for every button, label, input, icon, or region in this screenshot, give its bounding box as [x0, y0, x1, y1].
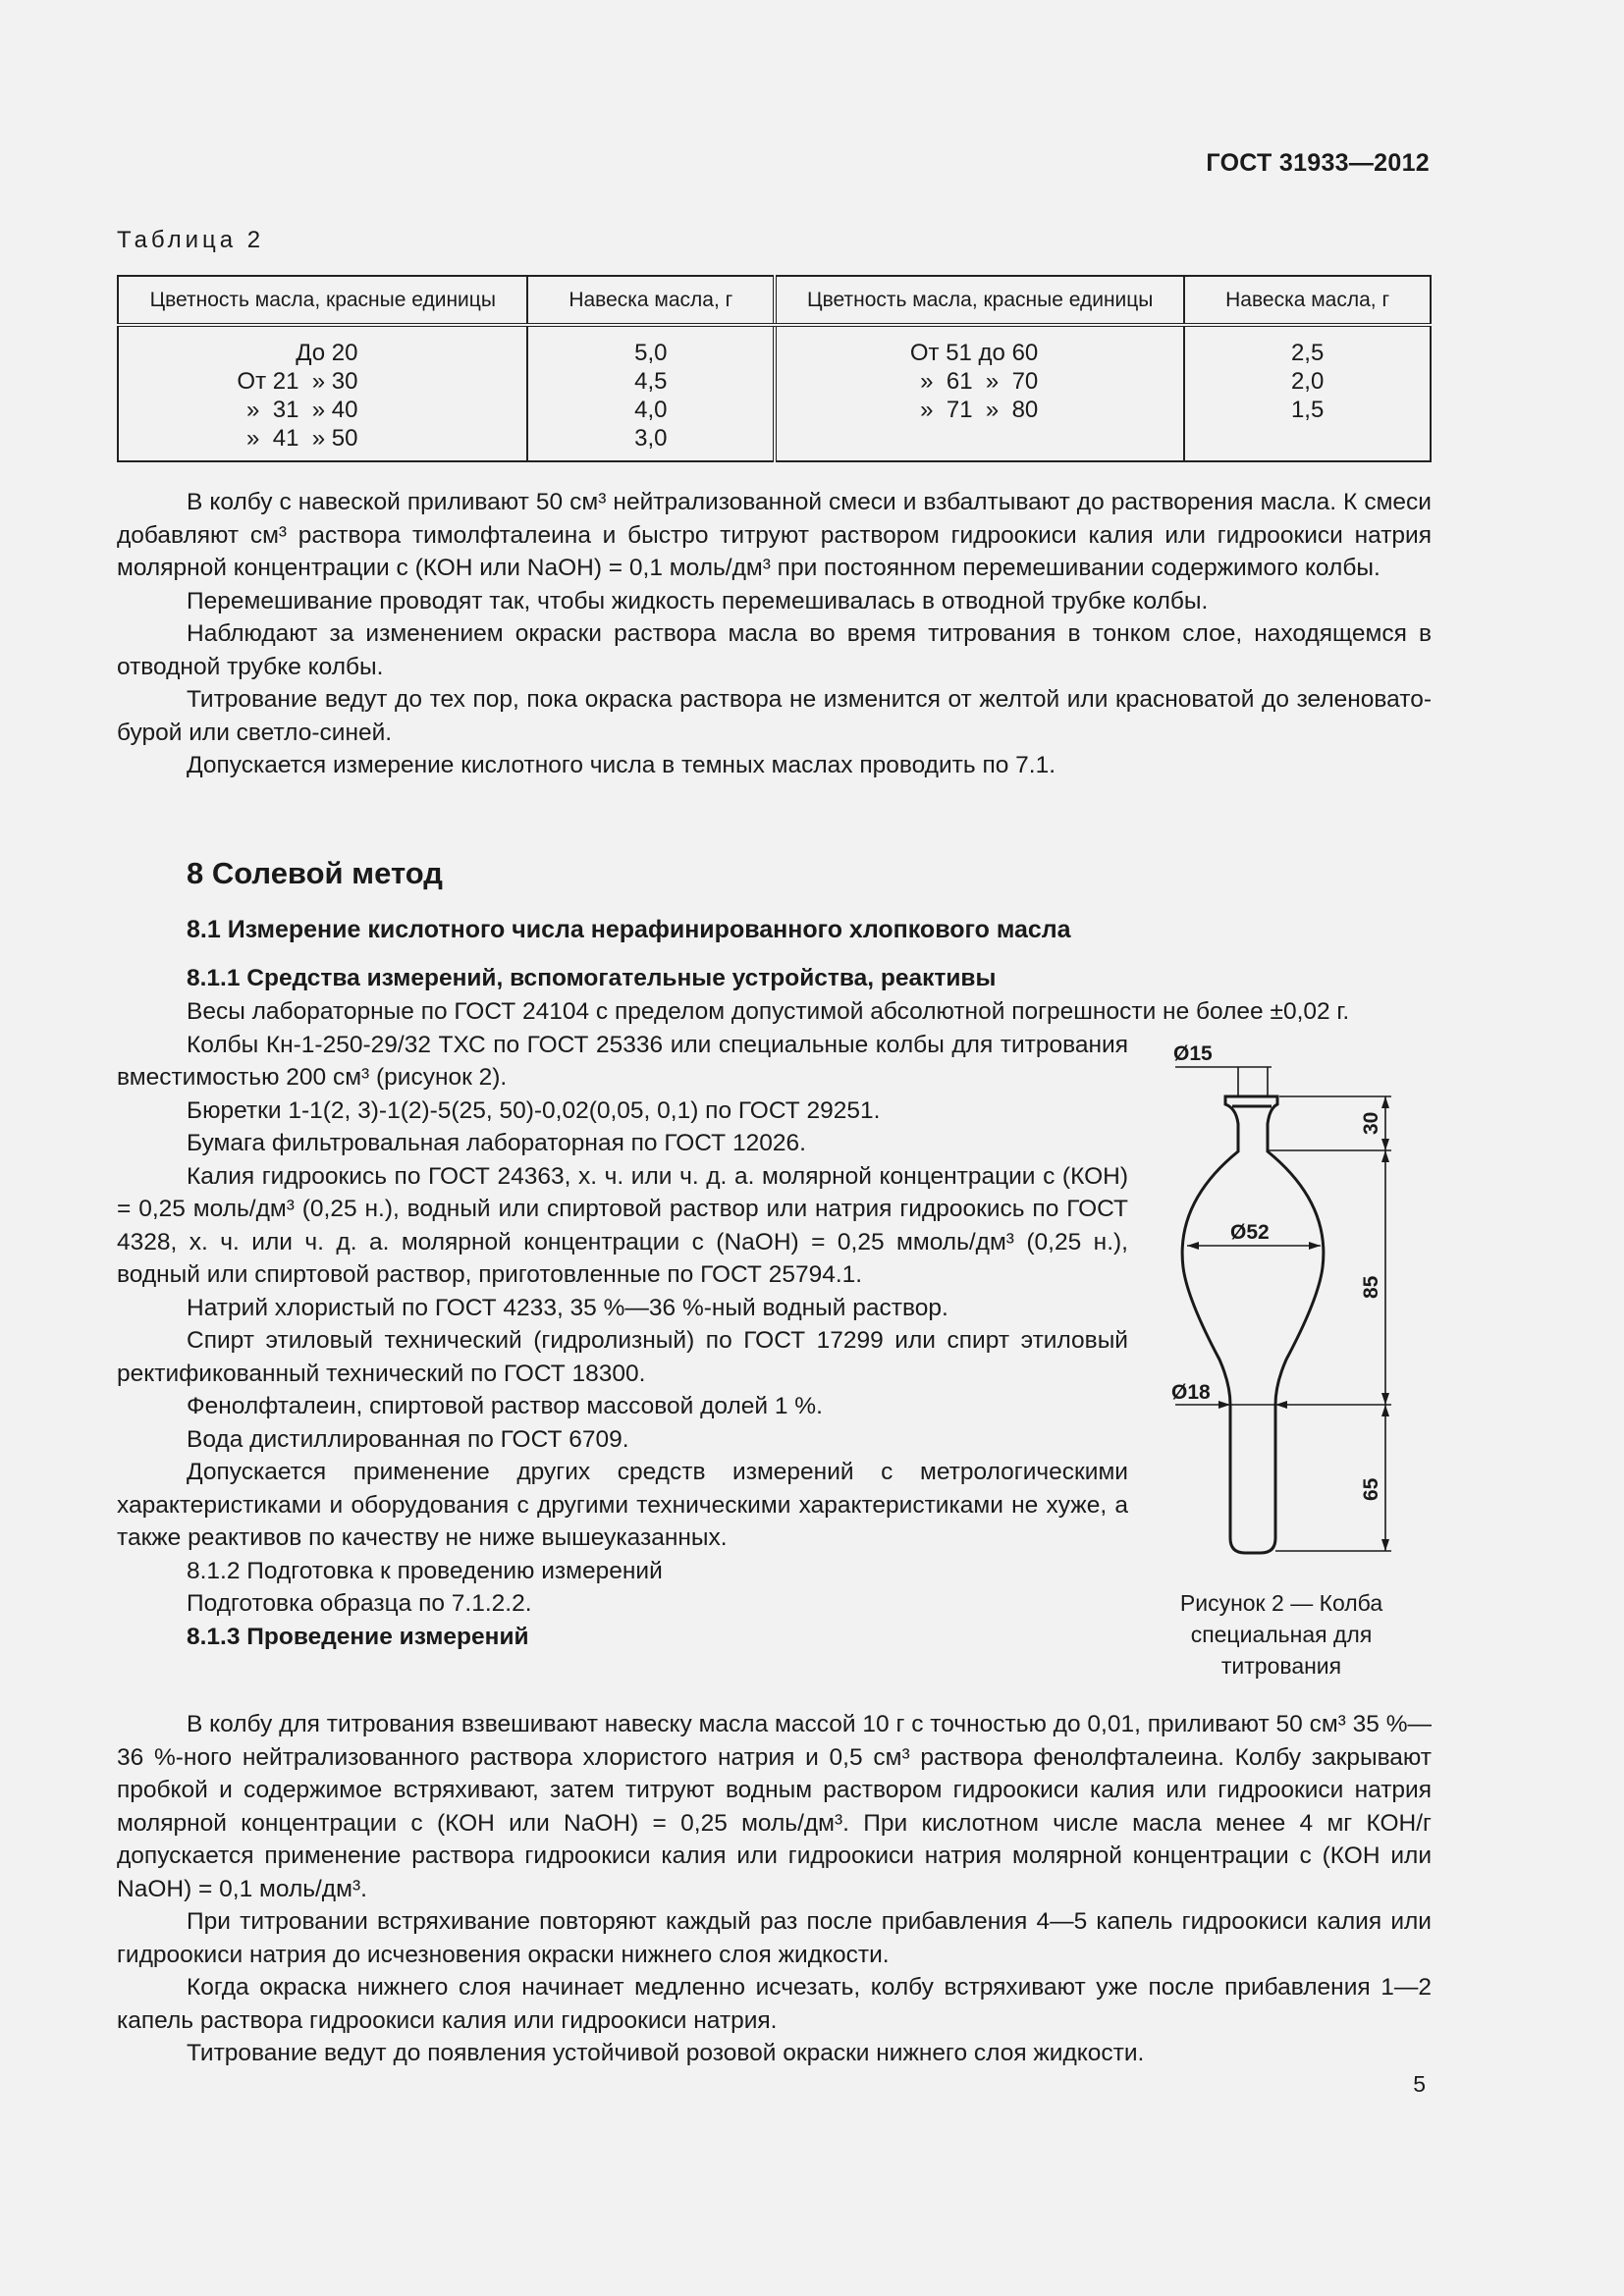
paragraph: Допускается применение других средств измерений с метрологическими характеристиками и оборудования с другими техническими характеристиками не хуже, а также реактивов по качеству не ниже вышеуказанных. — [117, 1459, 1128, 1551]
paragraph: Допускается измерение кислотного числа в темных маслах проводить по 7.1. — [187, 752, 1056, 778]
table-header-weight-2: Навеска масла, г — [1184, 276, 1431, 325]
table-caption: Таблица 2 — [117, 227, 265, 253]
table-cell-color-2 — [775, 325, 1184, 461]
tube-height-label: 65 — [1360, 1477, 1382, 1501]
paragraph: Когда окраска нижнего слоя начинает медленно исчезать, колбу встряхивают уже после прибавления 1—2 капель раствора гидроокиси калия или гидроокиси натрия. — [117, 1974, 1432, 2034]
table-value: 2,0 — [1290, 368, 1325, 395]
table-value: От 51 до 60 — [909, 340, 1039, 366]
table-value: От 21 » 30 — [237, 368, 358, 395]
dimension-lines — [1175, 1067, 1391, 1551]
standard-code: ГОСТ 31933—2012 — [1206, 149, 1430, 177]
diameter-middle-label: Ø52 — [1230, 1221, 1270, 1244]
table-value: 4,0 — [634, 397, 668, 423]
table-value: 5,0 — [634, 340, 668, 366]
measurement-text — [117, 1708, 1432, 2070]
table-2 — [117, 275, 1432, 462]
flask-outline — [1182, 1096, 1324, 1553]
paragraph: Калия гидроокись по ГОСТ 24363, х. ч. или ч. д. а. молярной концентрации с (КОН) = 0,25 моль/дм³ (0,25 н.), водный или спиртовой раствор или натрия гидроокись по ГОСТ 4328, х. ч. или ч. д. а. молярной концентрации с (NaOH) = 0,25 ммоль/дм³ (0,25 н.), водный или спиртовой раствор, приготовленные по ГОСТ 25794.1. — [117, 1162, 1128, 1288]
table-cell-color-1 — [118, 325, 527, 461]
flask-figure — [1164, 1036, 1440, 1566]
section-8-heading: 8 Солевой метод — [187, 856, 443, 890]
section-8-1-1-heading: 8.1.1 Средства измерений, вспомогательные устройства, реактивы — [187, 965, 997, 991]
table-header-color-1: Цветность масла, красные единицы — [118, 276, 527, 325]
figure-caption: Рисунок 2 — Колба специальная для титрования — [1179, 1590, 1383, 1679]
paragraph: При титровании встряхивание повторяют каждый раз после прибавления 4—5 капель гидроокиси калия или гидроокиси натрия до исчезновения окраски нижнего слоя жидкости. — [117, 1908, 1432, 1968]
paragraph: Вода дистиллированная по ГОСТ 6709. — [187, 1425, 629, 1453]
bulb-height-label: 85 — [1360, 1275, 1382, 1299]
section-8-1-1-text — [117, 962, 1432, 995]
table-header-color-2: Цветность масла, красные единицы — [775, 276, 1184, 325]
paragraph: Весы лабораторные по ГОСТ 24104 с пределом допустимой абсолютной погрешности не более ±0,02 г. — [187, 998, 1350, 1025]
diameter-top-label: Ø15 — [1173, 1042, 1213, 1065]
section-8-1-2-heading: 8.1.2 Подготовка к проведению измерений — [187, 1557, 663, 1584]
table-value: До 20 — [296, 340, 358, 366]
table-value: 3,0 — [634, 425, 668, 452]
paragraph: Фенолфталеин, спиртовой раствор массовой долей 1 %. — [187, 1393, 823, 1419]
table-header-weight-1: Навеска масла, г — [527, 276, 775, 325]
table-value: » 71 » 80 — [920, 397, 1039, 423]
paragraph: Титрование ведут до появления устойчивой розовой окраски нижнего слоя жидкости. — [187, 2040, 1145, 2066]
paragraph: Подготовка образца по 7.1.2.2. — [187, 1590, 532, 1617]
section-8-1-3-heading: 8.1.3 Проведение измерений — [187, 1623, 529, 1650]
paragraph: Перемешивание проводят так, чтобы жидкость перемешивалась в отводной трубке колбы. — [187, 587, 1209, 614]
paragraph: Спирт этиловый технический (гидролизный) по ГОСТ 17299 или спирт этиловый ректификованный технический по ГОСТ 18300. — [117, 1327, 1128, 1387]
table-value: » 61 » 70 — [920, 368, 1039, 395]
table-value: » 31 » 40 — [246, 397, 358, 423]
intro-text — [117, 486, 1432, 782]
paragraph: Бюретки 1-1(2, 3)-1(2)-5(25, 50)-0,02(0,05, 0,1) по ГОСТ 29251. — [187, 1096, 881, 1124]
table-cell-weight-1 — [527, 325, 775, 461]
paragraph: Натрий хлористый по ГОСТ 4233, 35 %—36 %-ный водный раствор. — [187, 1294, 948, 1321]
table-value: 4,5 — [634, 368, 668, 395]
paragraph: Наблюдают за изменением окраски раствора масла во время титрования в тонком слое, находящемся в отводной трубке колбы. — [117, 620, 1432, 680]
table-value: » 41 » 50 — [246, 425, 358, 452]
paragraph: Колбы Кн-1-250-29/32 ТХС по ГОСТ 25336 или специальные колбы для титрования вместимостью 200 см³ (рисунок 2). — [117, 1031, 1128, 1091]
paragraph: В колбу для титрования взвешивают навеску масла массой 10 г с точностью до 0,01, приливают 50 см³ 35 %—36 %-ного нейтрализованного раствора хлористого натрия и 0,5 см³ раствора фенолфталеина. Колбу закрывают пробкой и содержимое встряхивают, затем титруют водным раствором гидроокиси калия или гидроокиси натрия молярной концентрации с (КОН или NaOH) = 0,25 моль/дм³. При кислотном числе масла менее 4 мг КОН/г допускается применение раствора гидроокиси калия или гидроокиси натрия молярной концентрации с (КОН или NaOH) = 0,1 моль/дм³. — [117, 1711, 1432, 1902]
paragraph: В колбу с навеской приливают 50 см³ нейтрализованной смеси и взбалтывают до растворения масла. К смеси добавляют см³ раствора тимолфталеина и быстро титруют раствором гидроокиси калия или гидроокиси натрия молярной концентрации с (КОН или NaOH) = 0,1 моль/дм³ при постоянном перемешивании содержимого колбы. — [117, 489, 1432, 581]
paragraph: Бумага фильтровальная лабораторная по ГОСТ 12026. — [187, 1130, 806, 1156]
table-value: 2,5 — [1290, 340, 1325, 366]
section-8-1-heading: 8.1 Измерение кислотного числа нерафинированного хлопкового масла — [187, 916, 1071, 943]
paragraph: Титрование ведут до тех пор, пока окраска раствора не изменится от желтой или красноватой до зеленовато-бурой или светло-синей. — [117, 686, 1432, 746]
table-cell-weight-2 — [1184, 325, 1431, 461]
page-number: 5 — [1413, 2071, 1426, 2097]
neck-height-label: 30 — [1360, 1111, 1382, 1135]
table-value: 1,5 — [1290, 397, 1325, 423]
diameter-low-label: Ø18 — [1171, 1381, 1211, 1404]
